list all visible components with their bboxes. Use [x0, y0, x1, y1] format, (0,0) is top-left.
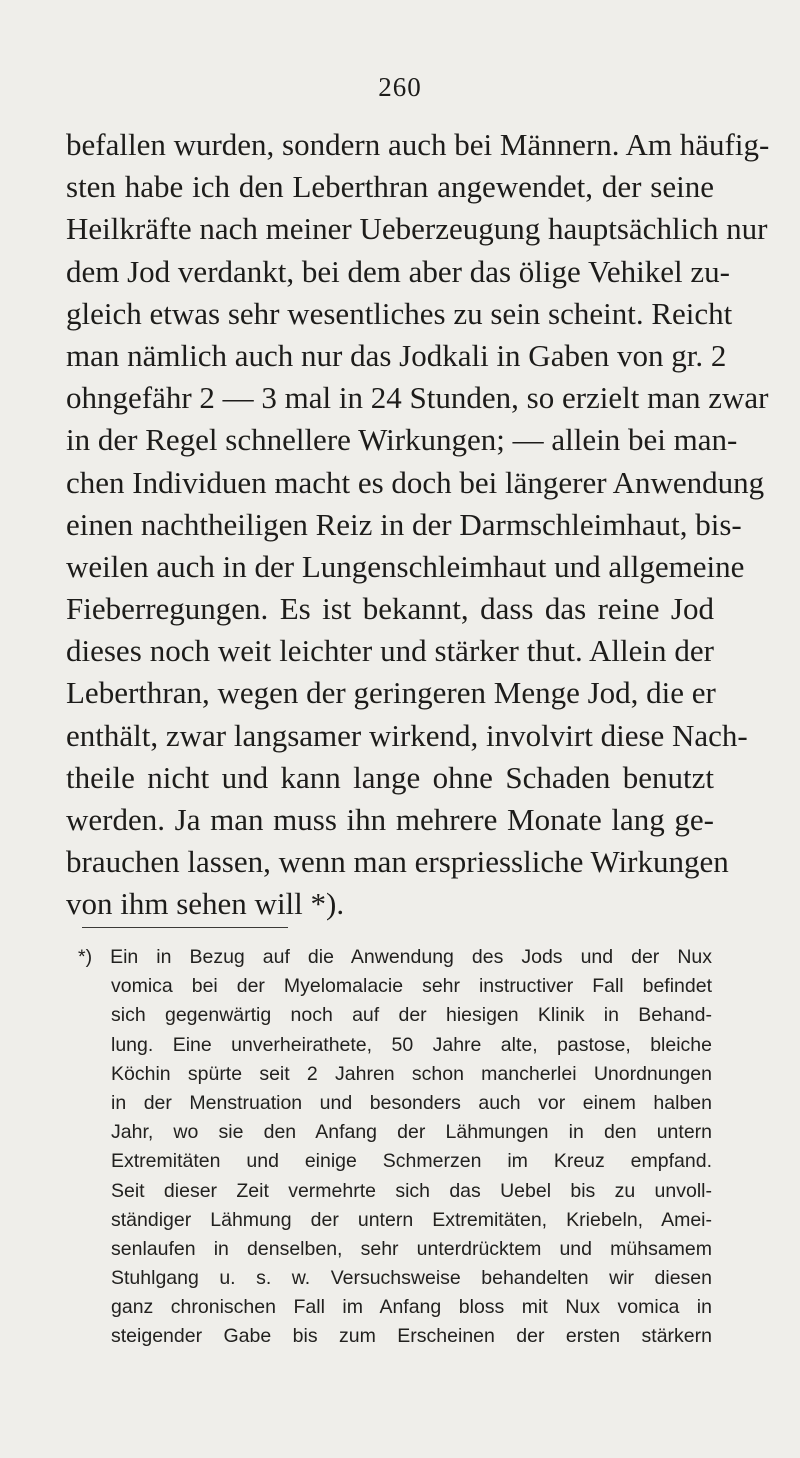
text-line: befallen wurden, sondern auch bei Männern. Am häufig- [66, 127, 770, 162]
footnote-line: sich gegenwärtig noch auf der hiesigen Klinik in Behand- [111, 1004, 712, 1027]
text-line: sten habe ich den Leberthran angewendet, der seine [66, 169, 714, 205]
text-line: Leberthran, wegen der geringeren Menge Jod, die er [66, 675, 716, 711]
page-number: 260 [378, 72, 422, 102]
text-line: enthält, zwar langsamer wirkend, involvirt diese Nach- [66, 717, 748, 753]
footnote-line: *) Ein in Bezug auf die Anwendung des Jods und der Nux [78, 946, 712, 968]
text-line: in der Regel schnellere Wirkungen; — allein bei man- [66, 422, 738, 458]
footnote-line: lung. Eine unverheirathete, 50 Jahre alte, pastose, bleiche [111, 1033, 712, 1056]
footnote-separator [82, 927, 288, 928]
text-line: chen Individuen macht es doch bei längerer Anwendung [66, 464, 765, 500]
footnote-line: senlaufen in denselben, sehr unterdrücktem und mühsamem [111, 1237, 712, 1260]
text-line: gleich etwas sehr wesentliches zu sein scheint. Reicht [66, 295, 733, 331]
text-line: theile nicht und kann lange ohne Schaden benutzt [66, 759, 714, 795]
text-line: weilen auch in der Lungenschleimhaut und allgemeine [66, 548, 745, 584]
footnote-line: ständiger Lähmung der untern Extremitäten, Kriebeln, Amei- [111, 1208, 712, 1231]
footnote-line: Stuhlgang u. s. w. Versuchsweise behandelten wir diesen [111, 1267, 712, 1290]
text-line: werden. Ja man muss ihn mehrere Monate lang ge- [66, 802, 714, 837]
footnote-line: steigender Gabe bis zum Erscheinen der ersten stärkern [111, 1325, 712, 1348]
footnote-line: Jahr, wo sie den Anfang der Lähmungen in den untern [111, 1121, 712, 1144]
text-line: dem Jod verdankt, bei dem aber das ölige Vehikel zu- [66, 253, 731, 289]
text-line: von ihm sehen will *). [66, 886, 345, 922]
text-line: einen nachtheiligen Reiz in der Darmschleimhaut, bis- [66, 506, 742, 542]
footnote-line: in der Menstruation und besonders auch vor einem halben [111, 1091, 712, 1114]
footnote-line: Köchin spürte seit 2 Jahren schon mancherlei Unordnungen [111, 1062, 712, 1085]
footnote-line: vomica bei der Myelomalacie sehr instructiver Fall befindet [111, 975, 712, 998]
footnote-block [78, 943, 712, 1352]
footnote-line: Extremitäten und einige Schmerzen im Kreuz empfand. [111, 1150, 712, 1173]
text-line: Fieberregungen. Es ist bekannt, dass das reine Jod [66, 591, 714, 627]
text-line: man nämlich auch nur das Jodkali in Gaben von gr. 2 [66, 337, 727, 373]
text-line: Heilkräfte nach meiner Ueberzeugung hauptsächlich nur [66, 211, 768, 247]
footnote-line: ganz chronischen Fall im Anfang bloss mit Nux vomica in [111, 1296, 712, 1319]
footnote-line: Seit dieser Zeit vermehrte sich das Uebel bis zu unvoll- [111, 1179, 712, 1202]
text-line: brauchen lassen, wenn man erspriessliche Wirkungen [66, 844, 729, 880]
text-line: dieses noch weit leichter und stärker thut. Allein der [66, 633, 714, 669]
text-line: ohngefähr 2 — 3 mal in 24 Stunden, so erzielt man zwar [66, 380, 769, 416]
main-text-block [66, 124, 770, 926]
